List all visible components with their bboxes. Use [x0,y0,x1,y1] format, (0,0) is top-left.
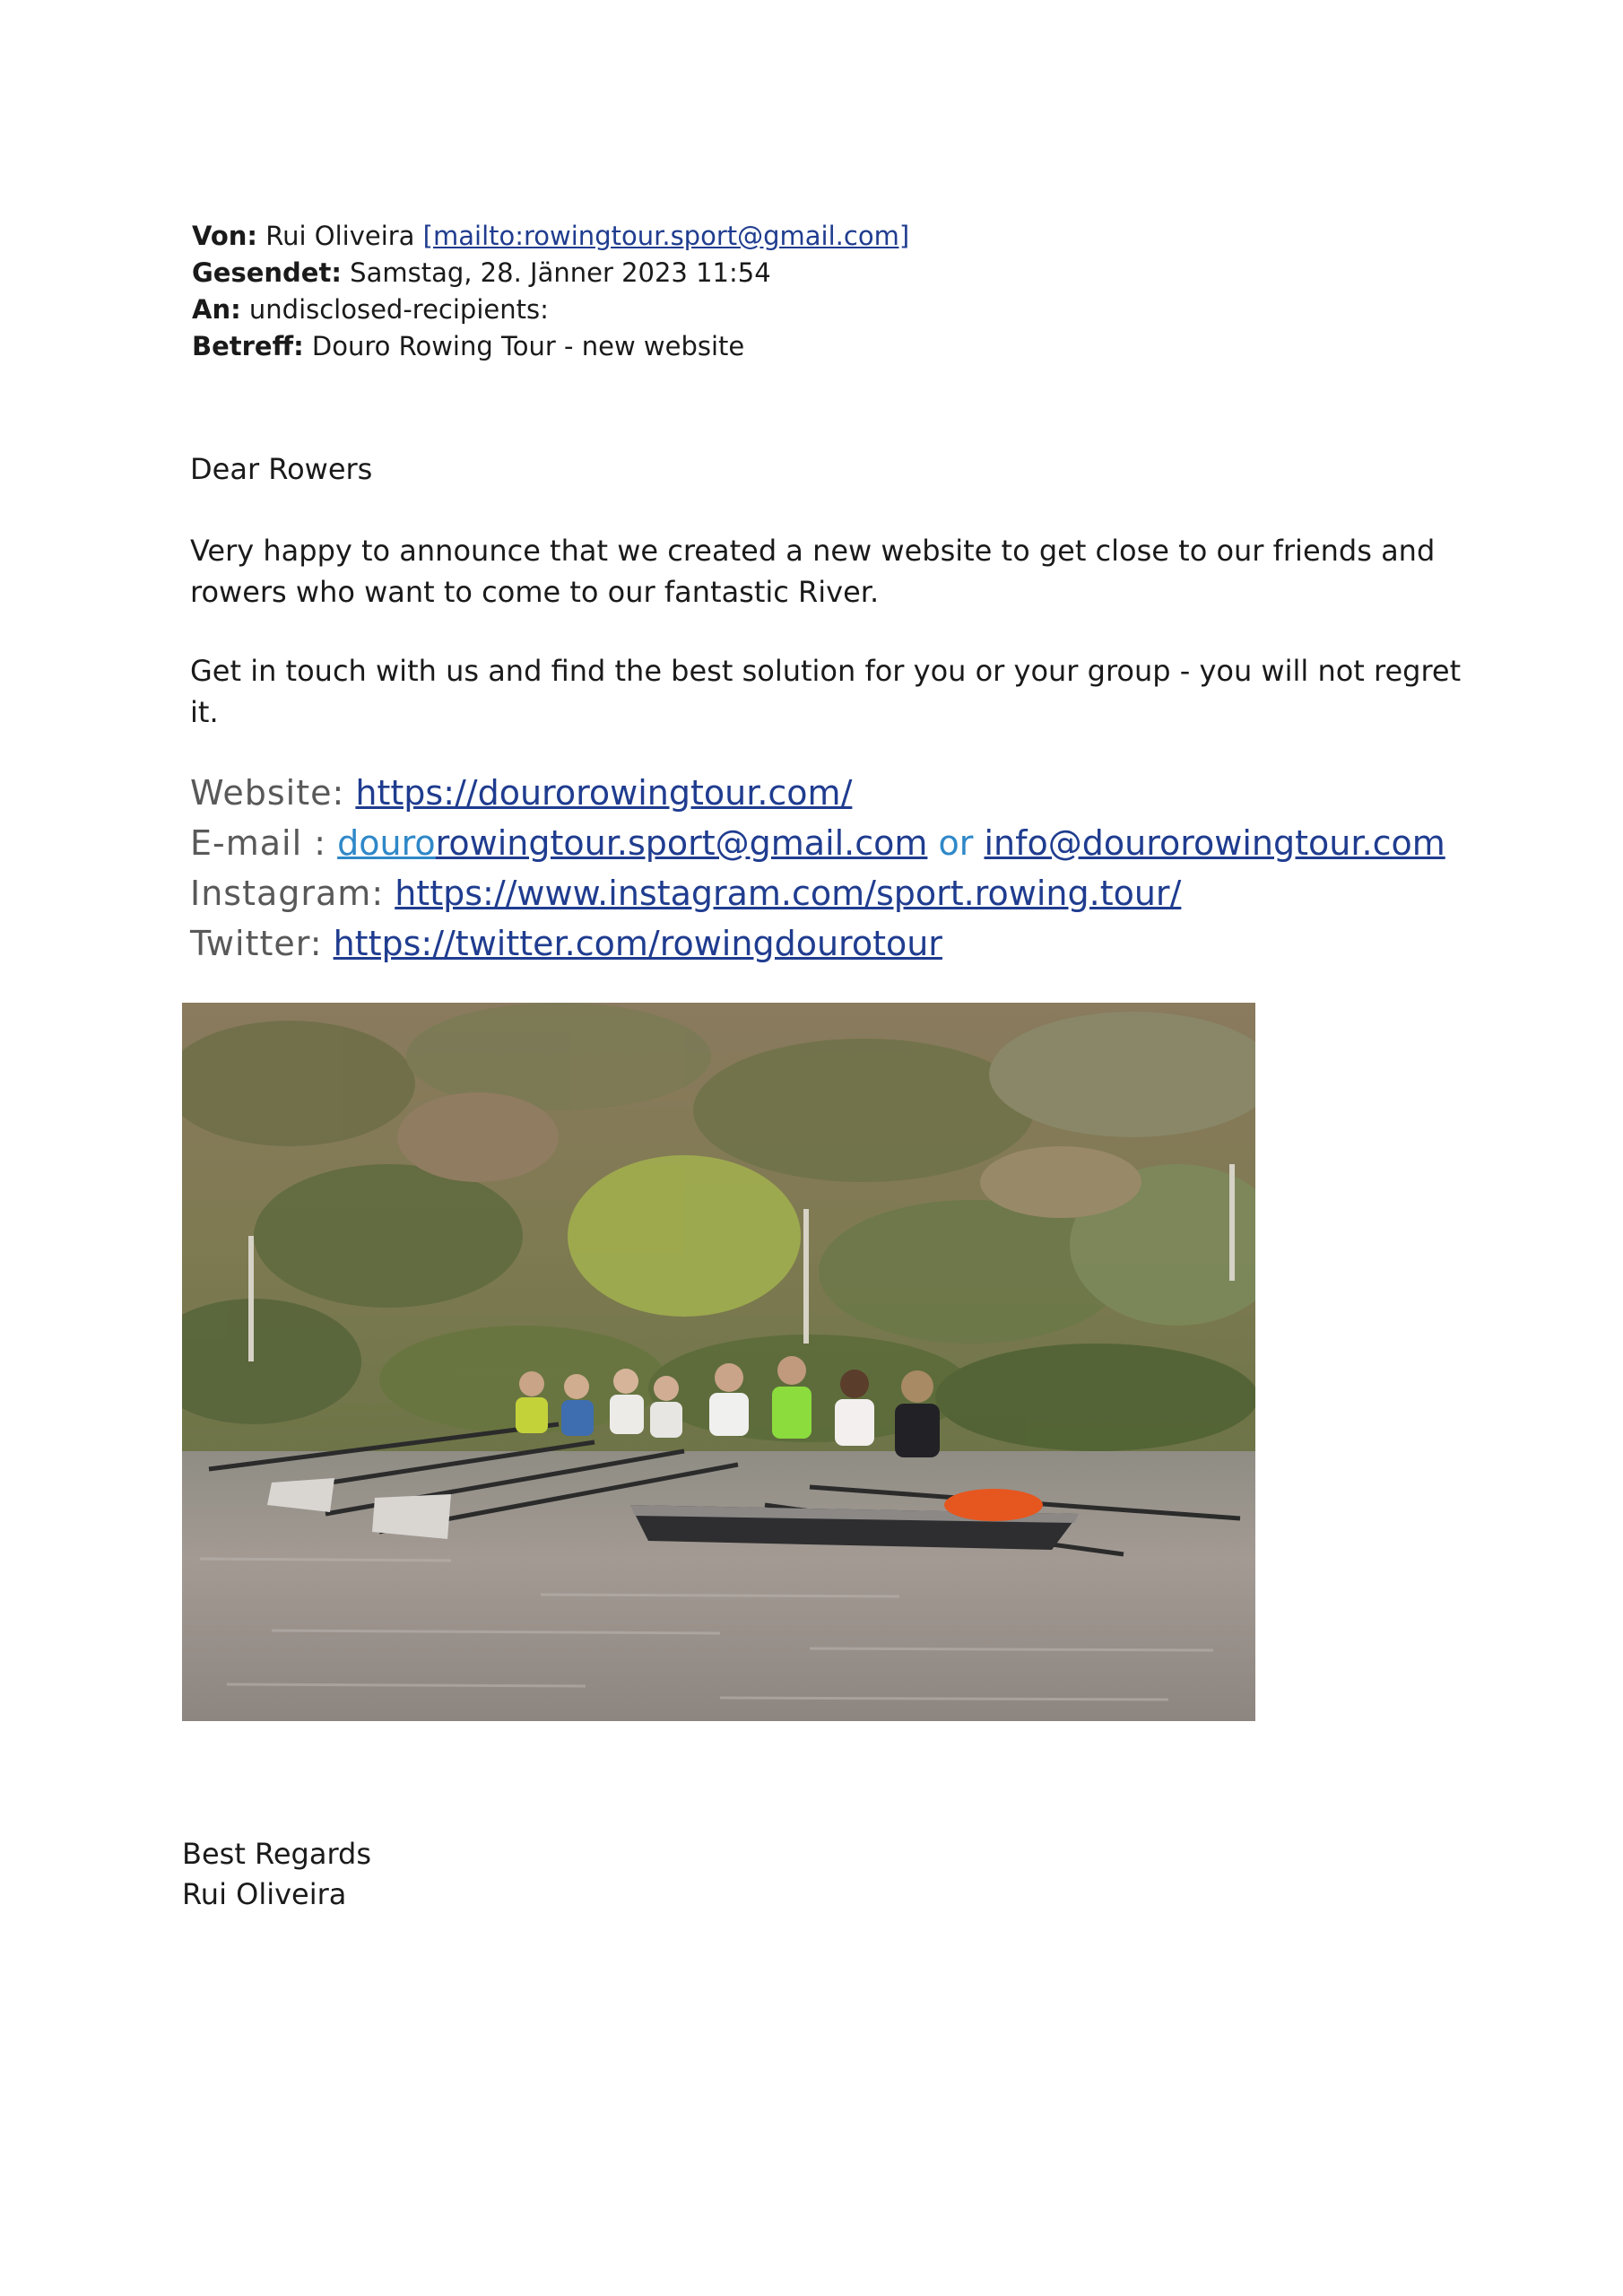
subject-value: Douro Rowing Tour - new website [311,331,745,361]
twitter-link[interactable]: https://twitter.com/rowingdourotour [333,924,942,963]
to-row [192,291,909,328]
instagram-row [190,868,1445,918]
body-paragraph-2: Get in touch with us and find the best solution for you or your group - you will not regret it. [190,654,1462,729]
signature-name: Rui Oliveira [182,1877,347,1911]
body-paragraph-1: Very happy to announce that we created a new website to get close to our friends and rowers who want to come to our fantastic River. [190,534,1436,609]
email-link-part1[interactable]: douro [337,823,436,863]
email-link-part2[interactable]: rowingtour.sport@gmail.com [435,823,928,863]
sent-label: Gesendet: [192,257,342,288]
from-name: Rui Oliveira [265,221,415,251]
subject-label: Betreff: [192,331,304,361]
email-row [190,818,1445,868]
email-alt-link[interactable]: info@dourorowingtour.com [984,823,1445,863]
email-header [192,218,909,365]
rowing-boat-photo [182,1003,1255,1721]
instagram-label: Instagram: [190,874,385,913]
website-label: Website: [190,773,345,813]
instagram-link[interactable]: https://www.instagram.com/sport.rowing.tour/ [395,874,1182,913]
from-mailto-link[interactable]: [mailto:rowingtour.sport@gmail.com] [422,221,910,251]
sent-value: Samstag, 28. Jänner 2023 11:54 [350,257,771,288]
greeting: Dear Rowers [190,452,373,486]
website-link[interactable]: https://dourorowingtour.com/ [355,773,853,813]
signoff [182,1834,371,1915]
from-label: Von: [192,221,258,251]
closing: Best Regards [182,1837,372,1871]
twitter-label: Twitter: [190,924,323,963]
to-value: undisclosed-recipients: [248,294,549,325]
email-label: E-mail : [190,823,327,863]
contact-links [190,768,1445,969]
subject-row [192,328,909,365]
to-label: An: [192,294,241,325]
website-row [190,768,1445,818]
from-row [192,218,909,255]
sent-row [192,255,909,291]
twitter-row [190,918,1445,969]
email-or: or [938,823,974,863]
rowing-scene-illustration [182,1003,1255,1721]
